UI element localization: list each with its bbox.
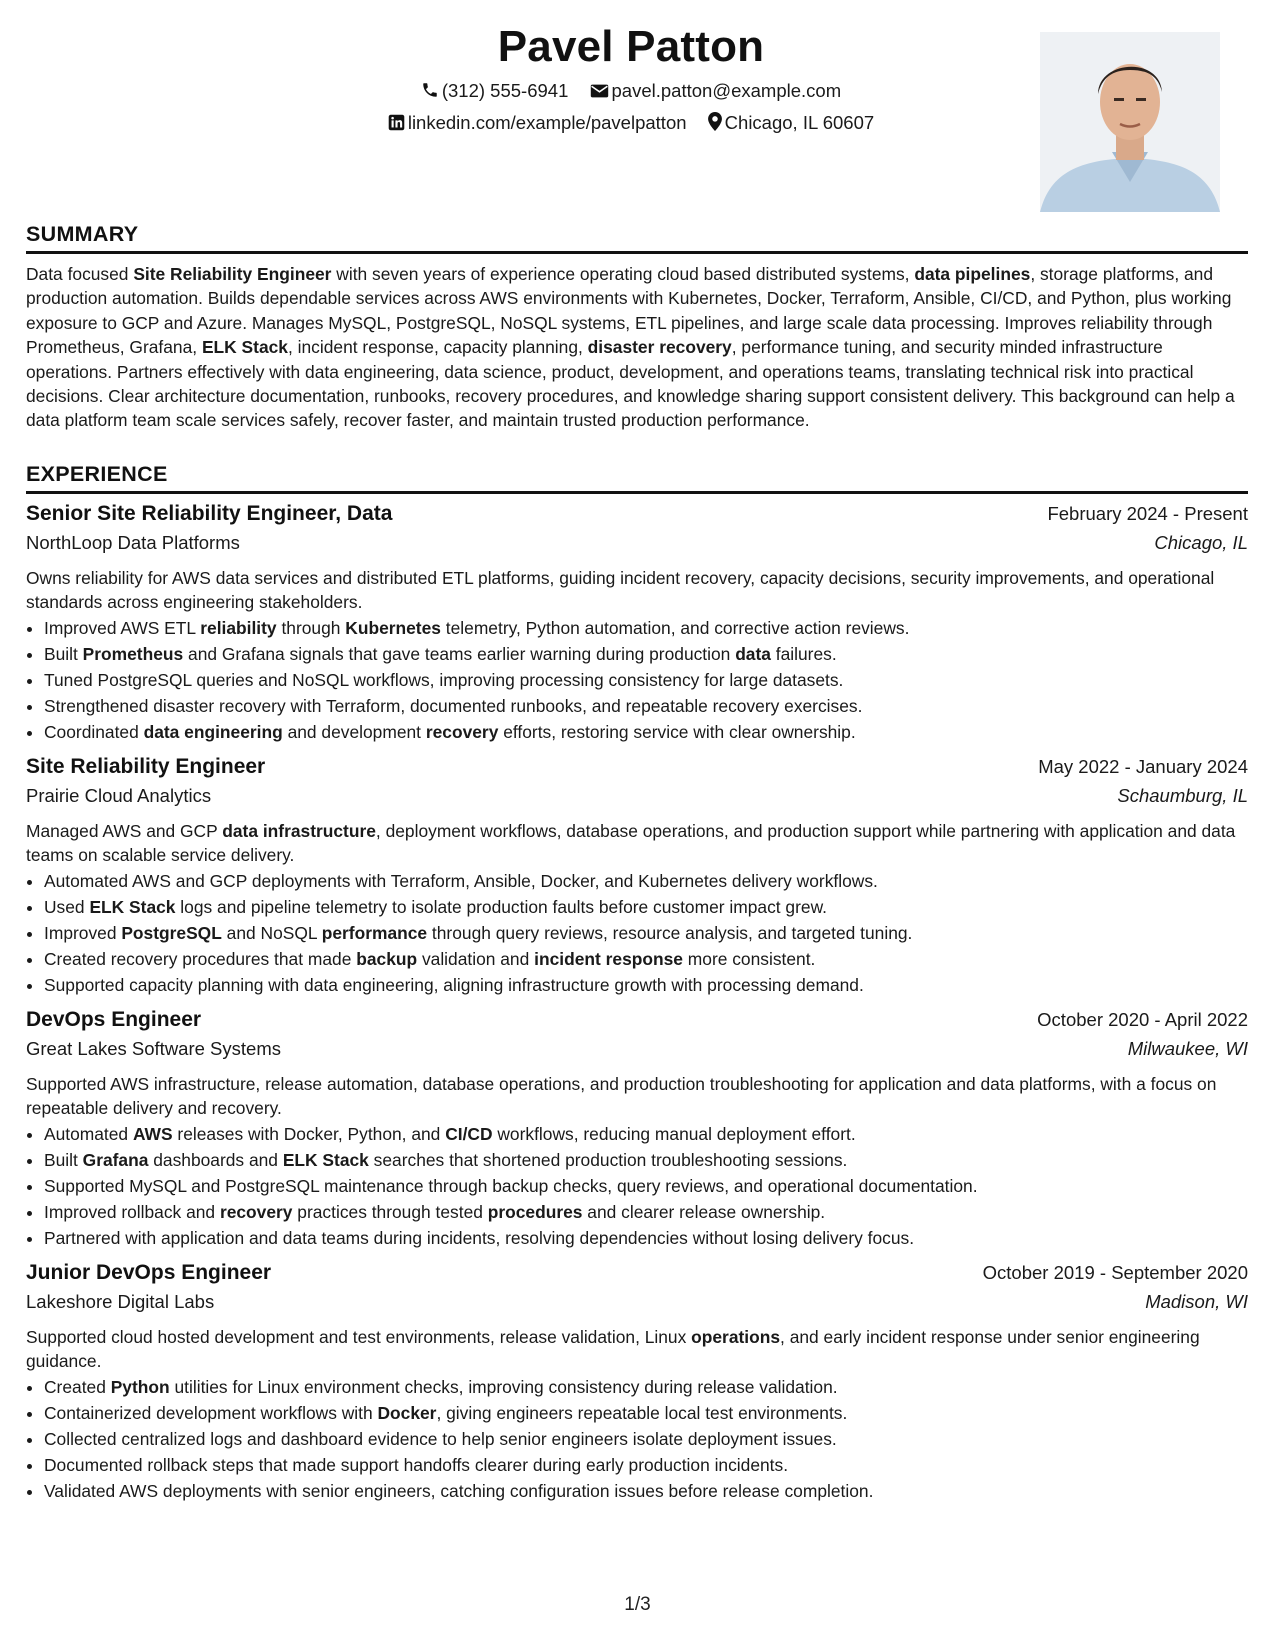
job-subheader xyxy=(26,532,1248,564)
job-dates: October 2020 - April 2022 xyxy=(1037,1009,1248,1030)
text-run: validation and xyxy=(417,949,535,969)
summary-heading: SUMMARY xyxy=(26,222,1248,254)
job-dates: February 2024 - Present xyxy=(1047,503,1248,524)
bold-text: CI/CD xyxy=(445,1124,493,1144)
bullet-item xyxy=(44,868,1248,894)
text-run: Improved rollback and xyxy=(44,1202,220,1222)
bullet-item xyxy=(44,1225,1248,1251)
summary-text xyxy=(26,262,1248,433)
bullet-item xyxy=(44,1173,1248,1199)
job-entry xyxy=(26,1008,1248,1251)
job-bullets xyxy=(26,1374,1248,1504)
text-run: , incident response, capacity planning, xyxy=(287,337,588,358)
bold-text: Kubernetes xyxy=(345,618,441,638)
bold-text: Site Reliability Engineer xyxy=(133,264,332,284)
bullet-item xyxy=(44,693,1248,719)
job-header xyxy=(26,755,1248,785)
phone-contact xyxy=(421,80,569,102)
email-address[interactable]: pavel.patton@example.com xyxy=(611,80,842,101)
text-run: through xyxy=(276,618,346,638)
job-location: Chicago, IL xyxy=(1154,532,1248,553)
job-entry xyxy=(26,502,1248,745)
bold-text: performance xyxy=(321,923,428,943)
bold-text: data infrastructure xyxy=(222,821,376,841)
job-header xyxy=(26,1261,1248,1291)
envelope-icon xyxy=(590,83,609,99)
text-run: searches that shortened production troubleshooting sessions. xyxy=(368,1150,848,1170)
bold-text: recovery xyxy=(425,722,499,742)
text-run: Validated AWS deployments with senior engineers, catching configuration issues before release completion. xyxy=(44,1481,874,1501)
bold-text: procedures xyxy=(487,1202,583,1222)
job-title: Junior DevOps Engineer xyxy=(26,1261,272,1284)
location-contact xyxy=(708,112,874,134)
job-location: Schaumburg, IL xyxy=(1117,785,1248,806)
job-company: Lakeshore Digital Labs xyxy=(26,1291,215,1312)
text-run: Automated xyxy=(44,1124,133,1144)
job-list xyxy=(26,502,1248,1504)
text-run: and development xyxy=(282,722,426,742)
text-run: more consistent. xyxy=(682,949,816,969)
text-run: releases with Docker, Python, and xyxy=(172,1124,446,1144)
bold-text: operations xyxy=(691,1327,781,1347)
text-run: , giving engineers repeatable local test environments. xyxy=(436,1403,848,1423)
text-run: through query reviews, resource analysis, and targeted tuning. xyxy=(427,923,913,943)
text-run: Built xyxy=(44,1150,83,1170)
bullet-item xyxy=(44,1374,1248,1400)
text-run: Tuned PostgreSQL queries and NoSQL workflows, improving processing consistency for large datasets. xyxy=(44,670,844,690)
text-run: Automated AWS and GCP deployments with Terraform, Ansible, Docker, and Kubernetes delivery workflows. xyxy=(44,871,878,891)
bullet-item xyxy=(44,1121,1248,1147)
text-run: Created xyxy=(44,1377,111,1397)
bold-text: data xyxy=(735,644,771,664)
bullet-item xyxy=(44,920,1248,946)
job-header xyxy=(26,1008,1248,1038)
bold-text: ELK Stack xyxy=(201,337,288,358)
linkedin-icon xyxy=(388,114,405,131)
job-title: Senior Site Reliability Engineer, Data xyxy=(26,502,393,525)
text-run: Partnered with application and data teams during incidents, resolving dependencies without losing delivery focus. xyxy=(44,1228,915,1248)
text-run: workflows, reducing manual deployment effort. xyxy=(492,1124,856,1144)
text-run: logs and pipeline telemetry to isolate production faults before customer impact grew. xyxy=(175,897,827,917)
job-description xyxy=(26,819,1248,867)
text-run: , performance tuning, and security minded infrastructure operations. Partners effectively with data engineering, data science, product, development, and operations teams, translating technical risk into practical decisions. Clear architecture documentation, runbooks, recovery procedures, and knowledge sharing support consistent delivery. This background can help a data platform team scale services safely, recover faster, and maintain trusted production performance. xyxy=(26,337,1235,431)
bullet-item xyxy=(44,1400,1248,1426)
text-run: Improved AWS ETL xyxy=(44,618,201,638)
text-run: Created recovery procedures that made xyxy=(44,949,357,969)
person-portrait-icon xyxy=(1040,32,1220,212)
text-run: with seven years of experience operating cloud based distributed systems, xyxy=(331,264,915,284)
bullet-item xyxy=(44,1426,1248,1452)
text-run: Containerized development workflows with xyxy=(44,1403,378,1423)
text-run: and Grafana signals that gave teams earlier warning during production xyxy=(183,644,736,664)
text-run: , and early incident response under senior engineering guidance. xyxy=(26,1327,1200,1371)
text-run: Supported cloud hosted development and test environments, release validation, Linux xyxy=(26,1327,692,1347)
bullet-item xyxy=(44,972,1248,998)
page-number: 1/3 xyxy=(624,1594,651,1615)
bold-text: reliability xyxy=(200,618,277,638)
bullet-item xyxy=(44,641,1248,667)
job-company: Great Lakes Software Systems xyxy=(26,1038,281,1059)
text-run: failures. xyxy=(770,644,837,664)
job-location: Madison, WI xyxy=(1145,1291,1248,1312)
bullet-item xyxy=(44,1478,1248,1504)
job-description xyxy=(26,1325,1248,1373)
candidate-name: Pavel Patton xyxy=(497,22,765,71)
profile-photo xyxy=(1040,32,1220,212)
resume-header xyxy=(26,22,1246,218)
job-header xyxy=(26,502,1248,532)
text-run: Supported capacity planning with data engineering, aligning infrastructure growth with processing demand. xyxy=(44,975,864,995)
job-company: NorthLoop Data Platforms xyxy=(26,532,240,553)
bold-text: AWS xyxy=(132,1124,173,1144)
bold-text: Python xyxy=(110,1377,170,1397)
job-entry xyxy=(26,1261,1248,1504)
bullet-item xyxy=(44,1147,1248,1173)
bold-text: Grafana xyxy=(82,1150,149,1170)
job-description xyxy=(26,1072,1248,1120)
job-bullets xyxy=(26,1121,1248,1251)
bold-text: data pipelines xyxy=(914,264,1031,284)
text-run: telemetry, Python automation, and corrective action reviews. xyxy=(440,618,910,638)
job-description xyxy=(26,566,1248,614)
job-bullets xyxy=(26,615,1248,745)
text-run: Used xyxy=(44,897,90,917)
job-company: Prairie Cloud Analytics xyxy=(26,785,212,806)
job-subheader xyxy=(26,1038,1248,1070)
job-subheader xyxy=(26,785,1248,817)
text-run: Collected centralized logs and dashboard evidence to help senior engineers isolate deployment issues. xyxy=(44,1429,837,1449)
text-run: , storage platforms, and production automation. Builds dependable services across AWS environments with Kubernetes, Docker, Terraform, Ansible, CI/CD, and Python, plus working exposure to GCP and Azure. Manages MySQL, PostgreSQL, NoSQL systems, ETL pipelines, and large scale data processing. Improves reliability through Prometheus, Grafana, xyxy=(26,264,1232,358)
bold-text: ELK Stack xyxy=(89,897,176,917)
bullet-item xyxy=(44,615,1248,641)
bold-text: backup xyxy=(356,949,418,969)
bullet-item xyxy=(44,946,1248,972)
text-run: Data focused xyxy=(26,264,134,284)
job-bullets xyxy=(26,868,1248,998)
location-text: Chicago, IL 60607 xyxy=(724,112,875,133)
linkedin-contact[interactable] xyxy=(388,112,687,134)
text-run: and clearer release ownership. xyxy=(582,1202,826,1222)
bullet-item xyxy=(44,719,1248,745)
job-entry xyxy=(26,755,1248,998)
text-run: utilities for Linux environment checks, improving consistency during release validation. xyxy=(169,1377,838,1397)
bold-text: Prometheus xyxy=(82,644,184,664)
linkedin-url[interactable]: linkedin.com/example/pavelpatton xyxy=(407,112,687,133)
text-run: Built xyxy=(44,644,83,664)
text-run: , deployment workflows, database operations, and production support while partnering with application and data teams on scalable service delivery. xyxy=(26,821,1236,865)
text-run: Owns reliability for AWS data services and distributed ETL platforms, guiding incident recovery, capacity decisions, security improvements, and operational standards across engineering stakeholders. xyxy=(26,568,1215,612)
bullet-item xyxy=(44,667,1248,693)
bullet-item xyxy=(44,1199,1248,1225)
summary-section xyxy=(26,222,1248,433)
text-run: Supported MySQL and PostgreSQL maintenance through backup checks, query reviews, and operational documentation. xyxy=(44,1176,978,1196)
text-run: efforts, restoring service with clear ownership. xyxy=(498,722,856,742)
bold-text: Docker xyxy=(377,1403,437,1423)
email-contact[interactable] xyxy=(590,80,842,102)
text-run: Documented rollback steps that made support handoffs clearer during early production incidents. xyxy=(44,1455,789,1475)
bold-text: disaster recovery xyxy=(587,337,732,358)
text-run: Coordinated xyxy=(44,722,144,742)
job-location: Milwaukee, WI xyxy=(1127,1038,1248,1059)
text-run: practices through tested xyxy=(292,1202,488,1222)
experience-section xyxy=(26,462,1248,1514)
bullet-item xyxy=(44,1452,1248,1478)
phone-number: (312) 555-6941 xyxy=(441,80,569,101)
text-run: Strengthened disaster recovery with Terraform, documented runbooks, and repeatable recovery exercises. xyxy=(44,696,863,716)
bullet-item xyxy=(44,894,1248,920)
job-title: Site Reliability Engineer xyxy=(26,755,266,778)
bold-text: incident response xyxy=(534,949,683,969)
text-run: dashboards and xyxy=(148,1150,283,1170)
map-pin-icon xyxy=(708,112,722,131)
bold-text: ELK Stack xyxy=(282,1150,369,1170)
experience-heading: EXPERIENCE xyxy=(26,462,1248,494)
job-dates: May 2022 - January 2024 xyxy=(1038,756,1248,777)
job-title: DevOps Engineer xyxy=(26,1008,202,1031)
job-dates: October 2019 - September 2020 xyxy=(982,1262,1248,1283)
text-run: Supported AWS infrastructure, release automation, database operations, and production troubleshooting for application and data platforms, with a focus on repeatable delivery and recovery. xyxy=(26,1074,1217,1118)
bold-text: data engineering xyxy=(143,722,283,742)
text-run: Improved xyxy=(44,923,122,943)
bold-text: PostgreSQL xyxy=(121,923,222,943)
text-run: Managed AWS and GCP xyxy=(26,821,223,841)
text-run: and NoSQL xyxy=(221,923,322,943)
phone-icon xyxy=(421,81,439,99)
job-subheader xyxy=(26,1291,1248,1323)
bold-text: recovery xyxy=(219,1202,293,1222)
